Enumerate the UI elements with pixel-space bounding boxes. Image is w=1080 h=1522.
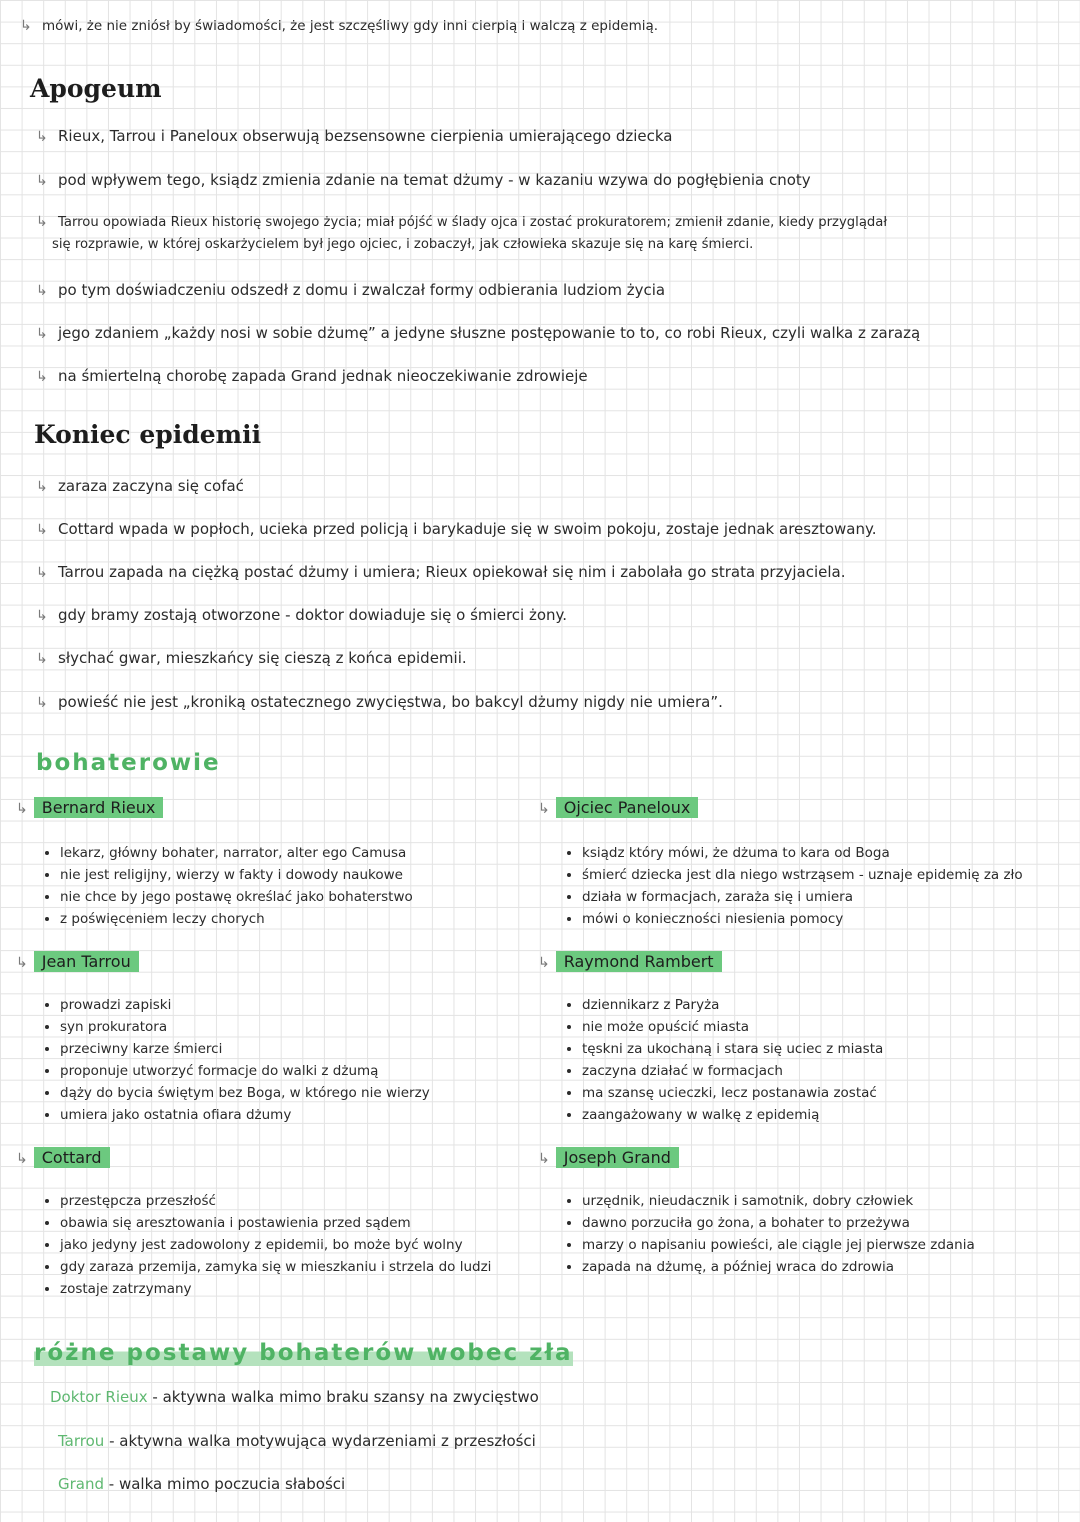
list-item: • działa w formacjach, zaraża się i umiera [582, 886, 1023, 908]
list-item-continuation: się rozprawie, w której oskarżycielem był jego ojciec, i zobaczył, jak człowieka skazuje się na karę śmierci. [52, 237, 754, 252]
list-item: • nie chce by jego postawę określać jako bohaterstwo [60, 886, 413, 908]
attitude-character: Tarrou [58, 1432, 105, 1450]
list-item: ↳ zaraza zaczyna się cofać [36, 477, 244, 495]
arrow-icon: ↳ [36, 479, 48, 495]
list-item: • umiera jako ostatnia ofiara dżumy [60, 1104, 430, 1126]
arrow-icon: ↳ [36, 173, 48, 189]
character-name: ↳ Jean Tarrou [16, 952, 139, 971]
list-item: • zaangażowany w walkę z epidemią [582, 1104, 883, 1126]
arrow-icon: ↳ [36, 522, 48, 538]
section-title-koniec: Koniec epidemii [34, 420, 262, 449]
arrow-icon: ↳ [36, 651, 48, 667]
attitude-description: - aktywna walka motywująca wydarzeniami z przeszłości [104, 1432, 536, 1450]
character-name: ↳ Raymond Rambert [538, 952, 722, 971]
character-traits [562, 1190, 975, 1278]
list-item: • śmierć dziecka jest dla niego wstrząsem - uznaje epidemię za zło [582, 864, 1023, 886]
list-item: • przeciwny karze śmierci [60, 1038, 430, 1060]
list-item: • gdy zaraza przemija, zamyka się w mieszkaniu i strzela do ludzi [60, 1256, 491, 1278]
list-item: • prowadzi zapiski [60, 994, 430, 1016]
list-item: • syn prokuratora [60, 1016, 430, 1038]
list-item: • nie może opuścić miasta [582, 1016, 883, 1038]
arrow-icon: ↳ [16, 801, 28, 817]
arrow-icon: ↳ [538, 955, 550, 971]
attitude-item [58, 1432, 536, 1450]
list-item: • ksiądz który mówi, że dżuma to kara od Boga [582, 842, 1023, 864]
arrow-icon: ↳ [36, 608, 48, 624]
arrow-icon: ↳ [538, 1151, 550, 1167]
attitude-item [58, 1475, 345, 1493]
arrow-icon: ↳ [20, 18, 32, 34]
arrow-icon: ↳ [36, 326, 48, 342]
character-traits [40, 1190, 491, 1300]
list-item: ↳ po tym doświadczeniu odszedł z domu i zwalczał formy odbierania ludziom życia [36, 281, 666, 299]
list-item: ↳ pod wpływem tego, ksiądz zmienia zdanie na temat dżumy - w kazaniu wzywa do pogłębienia cnoty [36, 171, 811, 189]
list-item: • zostaje zatrzymany [60, 1278, 491, 1300]
attitude-character: Doktor Rieux [50, 1388, 148, 1406]
list-item: • marzy o napisaniu powieści, ale ciągle jej pierwsze zdania [582, 1234, 975, 1256]
list-item: • obawia się aresztowania i postawienia przed sądem [60, 1212, 491, 1234]
character-name: ↳ Cottard [16, 1148, 110, 1167]
list-item: ↳ Tarrou zapada na ciężką postać dżumy i umiera; Rieux opiekował się nim i zabolała go strata przyjaciela. [36, 563, 846, 581]
list-item: • nie jest religijny, wierzy w fakty i dowody naukowe [60, 864, 413, 886]
list-item: • dziennikarz z Paryża [582, 994, 883, 1016]
list-item: ↳ Cottard wpada w popłoch, ucieka przed policją i barykaduje się w swoim pokoju, zostaje jednak aresztowany. [36, 520, 877, 538]
character-traits [562, 842, 1023, 930]
list-item: ↳ Rieux, Tarrou i Paneloux obserwują bezsensowne cierpienia umierającego dziecka [36, 127, 673, 145]
character-name: ↳ Joseph Grand [538, 1148, 679, 1167]
attitude-character: Grand [58, 1475, 105, 1493]
arrow-icon: ↳ [16, 1151, 28, 1167]
arrow-icon: ↳ [16, 955, 28, 971]
attitude-description: - aktywna walka mimo braku szansy na zwycięstwo [147, 1388, 539, 1406]
character-name: ↳ Ojciec Paneloux [538, 798, 698, 817]
section-title-postawy [34, 1340, 573, 1366]
attitude-description: - walka mimo poczucia słabości [104, 1475, 346, 1493]
list-item: • ma szansę ucieczki, lecz postanawia zostać [582, 1082, 883, 1104]
list-item: • dawno porzuciła go żona, a bohater to przeżywa [582, 1212, 975, 1234]
list-item: ↳ jego zdaniem „każdy nosi w sobie dżumę” a jedyne słuszne postępowanie to to, co robi Rieux, czyli walka z zarazą [36, 324, 921, 342]
character-name: ↳ Bernard Rieux [16, 798, 163, 817]
list-item: • jako jedyny jest zadowolony z epidemii, bo może być wolny [60, 1234, 491, 1256]
section-title-bohaterowie: bohaterowie [36, 750, 221, 776]
arrow-icon: ↳ [538, 801, 550, 817]
list-item: ↳ Tarrou opowiada Rieux historię swojego życia; miał pójść w ślady ojca i zostać prokuratorem; zmienił zdanie, kiedy przyglądał [36, 214, 888, 230]
list-item: ↳ gdy bramy zostają otworzone - doktor dowiaduje się o śmierci żony. [36, 606, 568, 624]
list-item: • proponuje utworzyć formacje do walki z dżumą [60, 1060, 430, 1082]
section-title-apogeum: Apogeum [30, 74, 162, 103]
arrow-icon: ↳ [36, 695, 48, 711]
list-item: • zaczyna działać w formacjach [582, 1060, 883, 1082]
arrow-icon: ↳ [36, 283, 48, 299]
list-item: • przestępcza przeszłość [60, 1190, 491, 1212]
list-item: ↳ powieść nie jest „kroniką ostatecznego zwycięstwa, bo bakcyl dżumy nigdy nie umiera”. [36, 693, 723, 711]
list-item: • lekarz, główny bohater, narrator, alter ego Camusa [60, 842, 413, 864]
character-traits [562, 994, 883, 1126]
section-title-postawy-text: różne postawy bohaterów wobec zła [34, 1340, 573, 1366]
list-item: • tęskni za ukochaną i stara się uciec z miasta [582, 1038, 883, 1060]
list-item: ↳ słychać gwar, mieszkańcy się cieszą z końca epidemii. [36, 649, 467, 667]
list-item: • mówi o konieczności niesienia pomocy [582, 908, 1023, 930]
arrow-icon: ↳ [36, 369, 48, 385]
attitude-item [50, 1388, 539, 1406]
arrow-icon: ↳ [36, 565, 48, 581]
intro-line: ↳ mówi, że nie zniósł by świadomości, że jest szczęśliwy gdy inni cierpią i walczą z epidemią. [20, 18, 659, 34]
list-item: ↳ na śmiertelną chorobę zapada Grand jednak nieoczekiwanie zdrowieje [36, 367, 588, 385]
list-item: • z poświęceniem leczy chorych [60, 908, 413, 930]
list-item: • urzędnik, nieudacznik i samotnik, dobry człowiek [582, 1190, 975, 1212]
arrow-icon: ↳ [36, 214, 48, 230]
arrow-icon: ↳ [36, 129, 48, 145]
list-item: • dąży do bycia świętym bez Boga, w którego nie wierzy [60, 1082, 430, 1104]
list-item: • zapada na dżumę, a później wraca do zdrowia [582, 1256, 975, 1278]
character-traits [40, 842, 413, 930]
character-traits [40, 994, 430, 1126]
